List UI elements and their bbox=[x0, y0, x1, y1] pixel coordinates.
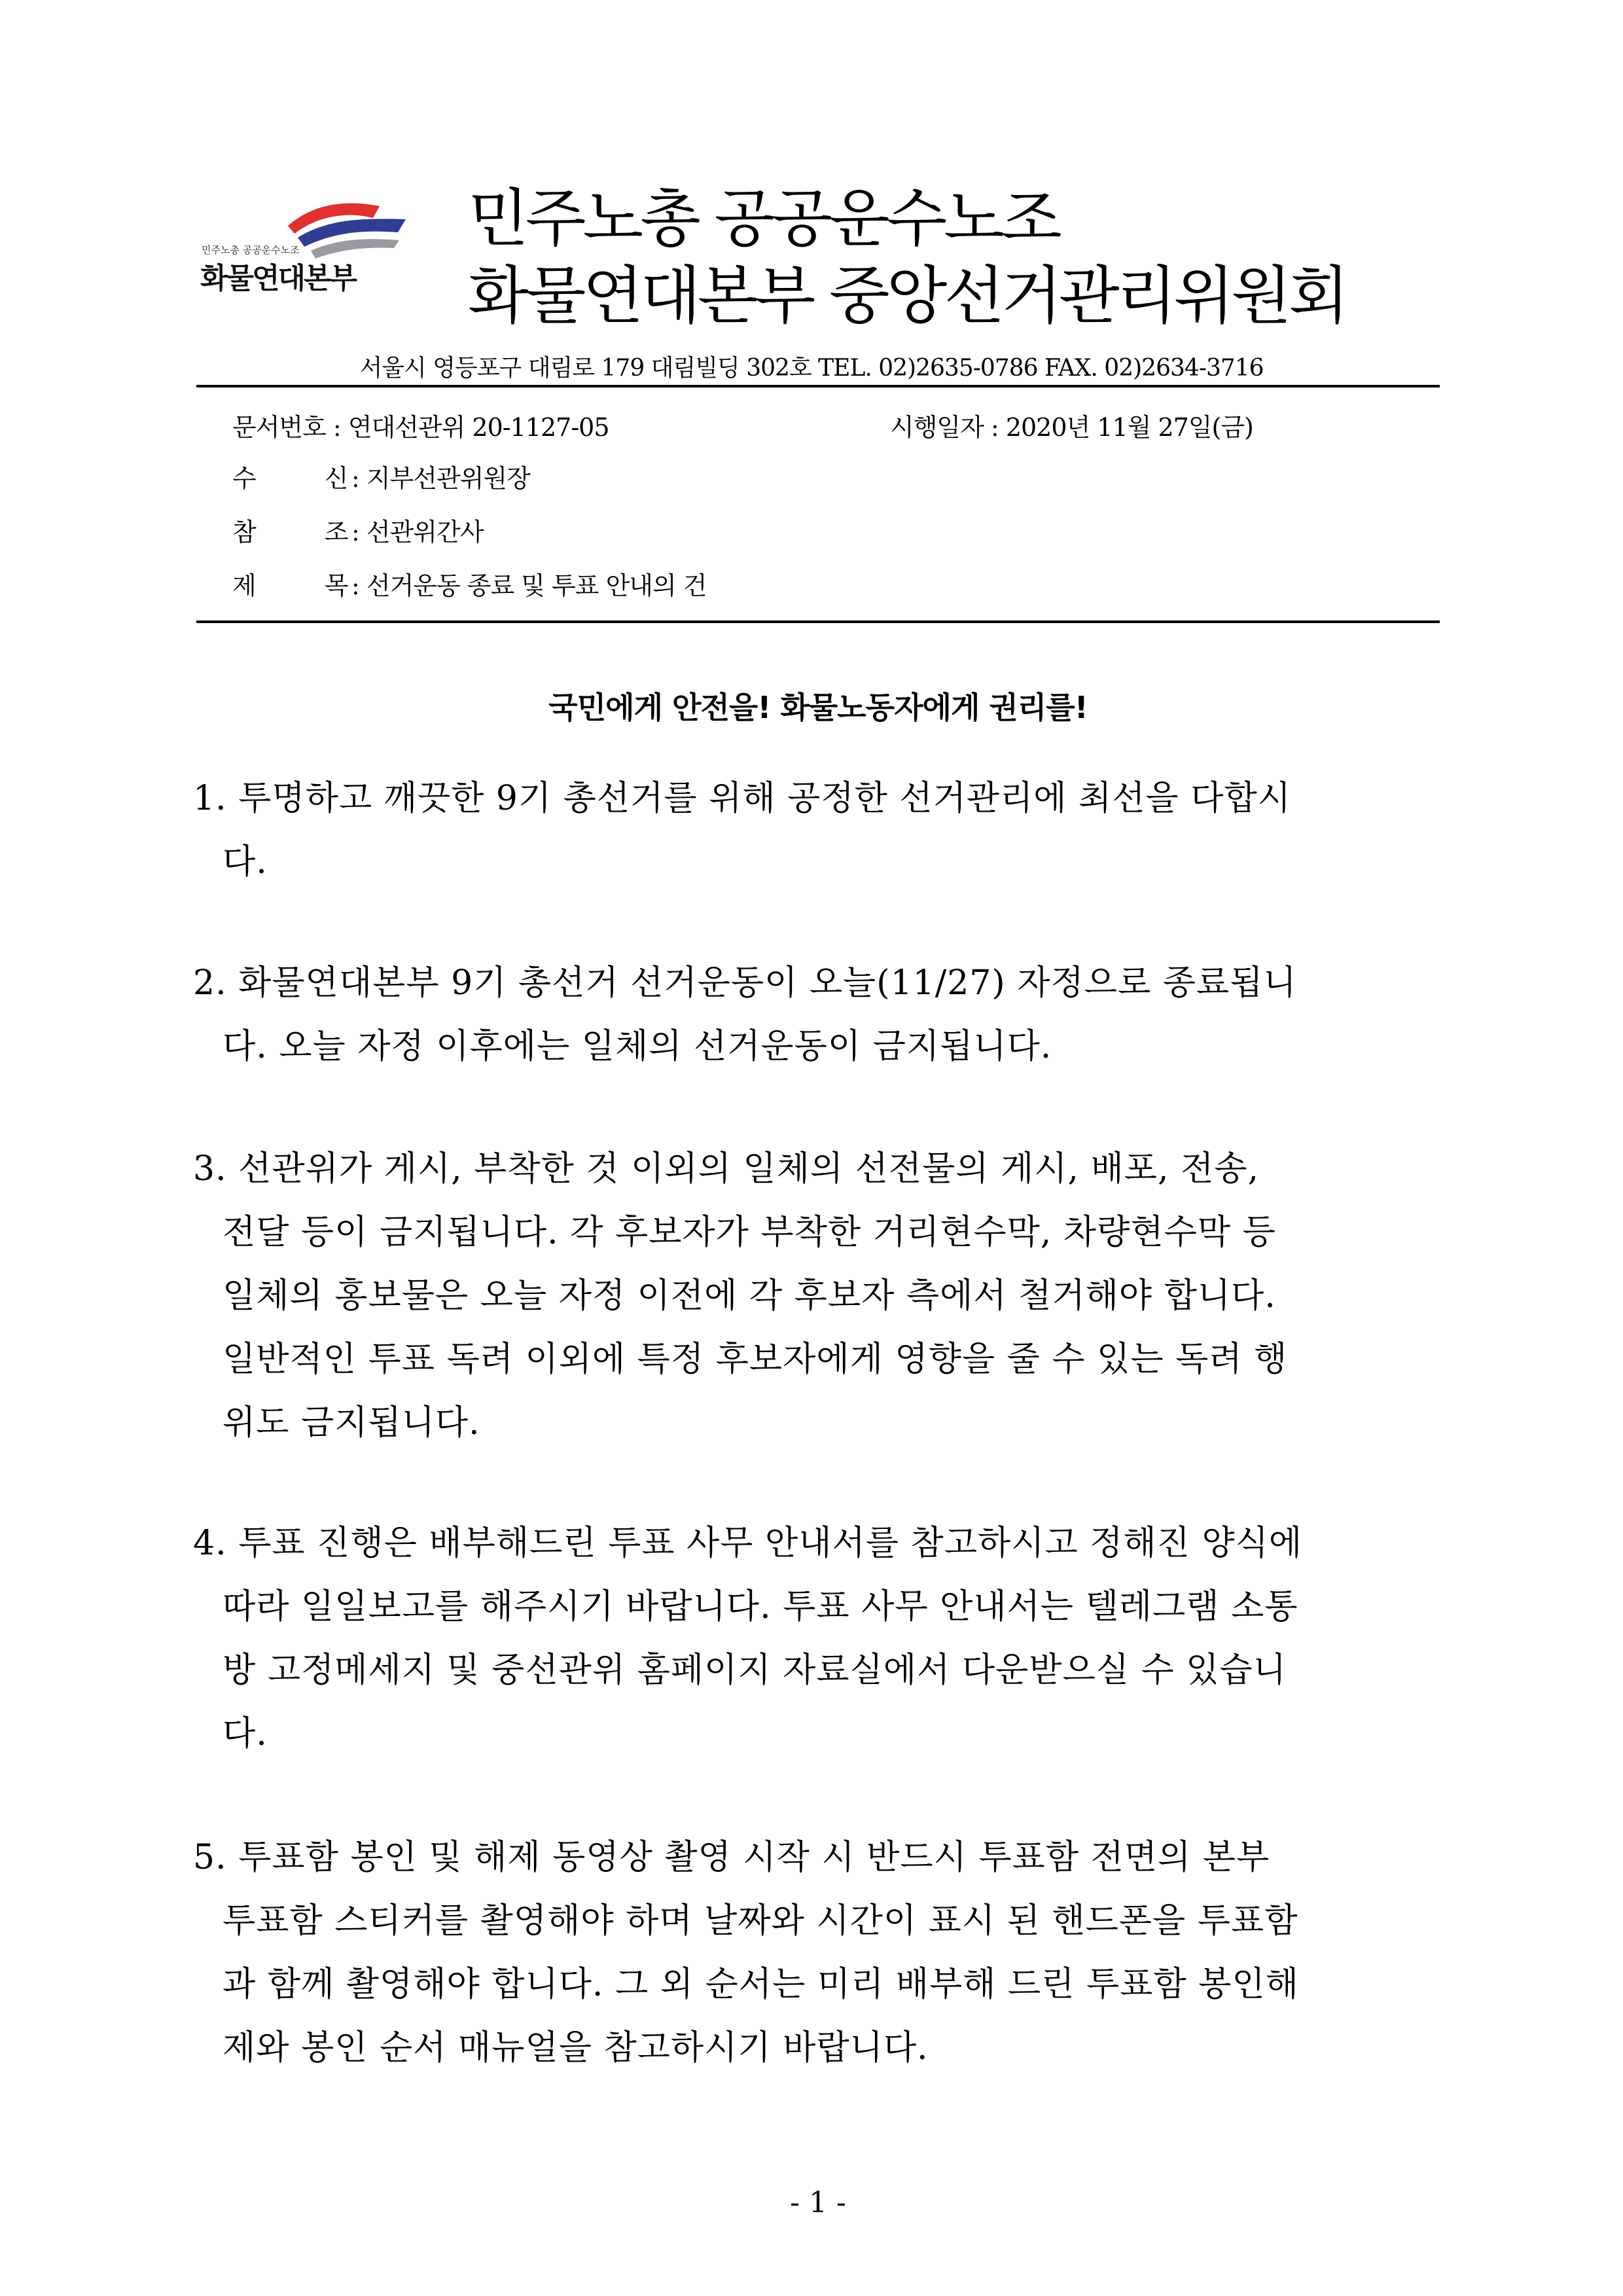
list-item-3-line-5: 위도 금지됩니다. bbox=[223, 1403, 480, 1443]
slogan: 국민에게 안전을! 화물노동자에게 권리를! bbox=[548, 690, 1088, 725]
reference-label: 참 조 bbox=[232, 518, 379, 547]
subject-value: : 선거운동 종료 및 투표 안내의 건 bbox=[351, 571, 707, 600]
list-item-4-line-3: 방 고정메세지 및 중선관위 홈페이지 자료실에서 다운받으실 수 있습니 bbox=[223, 1651, 1287, 1690]
list-item-1-line-1: 1. 투명하고 깨끗한 9기 총선거를 위해 공정한 선거관리에 최선을 다합시 bbox=[193, 779, 1291, 818]
subject-row bbox=[232, 565, 706, 601]
header-divider-top bbox=[196, 385, 1440, 387]
subject-label: 제 목 bbox=[232, 571, 379, 600]
list-item-2-line-1: 2. 화물연대본부 9기 총선거 선거운동이 오늘(11/27) 자정으로 종료됩니 bbox=[193, 963, 1297, 1003]
issue-date-label: 시행일자 : bbox=[890, 413, 999, 442]
list-item-4-line-1: 4. 투표 진행은 배부해드린 투표 사무 안내서를 참고하시고 정해진 양식에 bbox=[193, 1524, 1303, 1563]
organization-title-line1: 민주노총 공공운수노조 bbox=[468, 182, 1059, 255]
list-item-1-line-2: 다. bbox=[223, 842, 268, 882]
list-item-5-line-3: 과 함께 촬영해야 합니다. 그 외 순서는 미리 배부해 드린 투표함 봉인해 bbox=[223, 1965, 1299, 2004]
recipient-row bbox=[232, 458, 530, 494]
list-item-4-line-4: 다. bbox=[223, 1714, 268, 1753]
reference-row bbox=[232, 512, 483, 548]
doc-number-value: 연대선관위 20-1127-05 bbox=[348, 413, 609, 442]
organization-title-line2: 화물연대본부 중앙선거관리위원회 bbox=[468, 259, 1346, 332]
list-item-3 bbox=[193, 1138, 1450, 1455]
doc-number-label: 문서번호 : bbox=[232, 413, 341, 442]
logo-small-text: 민주노총 공공운수노조 bbox=[202, 244, 300, 256]
header-divider-bottom bbox=[196, 620, 1440, 623]
address-line: 서울시 영등포구 대림로 179 대림빌딩 302호 TEL. 02)2635-0786 FAX. 02)2634-3716 bbox=[359, 355, 1264, 382]
issue-date-value: 2020년 11월 27일(금) bbox=[1005, 413, 1253, 442]
doc-number-row bbox=[232, 407, 609, 443]
list-item-4-line-2: 따라 일일보고를 해주시기 바랍니다. 투표 사무 안내서는 텔레그램 소통 bbox=[223, 1587, 1298, 1626]
list-item-3-line-4: 일반적인 투표 독려 이외에 특정 후보자에게 영향을 줄 수 있는 독려 행 bbox=[223, 1340, 1288, 1379]
list-item-2-line-2: 다. 오늘 자정 이후에는 일체의 선거운동이 금지됩니다. bbox=[223, 1027, 1052, 1066]
list-item-4 bbox=[193, 1512, 1450, 1766]
list-item-3-line-3: 일체의 홍보물은 오늘 자정 이전에 각 후보자 측에서 철거해야 합니다. bbox=[223, 1276, 1276, 1316]
recipient-value: : 지부선관위원장 bbox=[351, 464, 530, 493]
list-item-5-line-1: 5. 투표함 봉인 및 해제 동영상 촬영 시작 시 반드시 투표함 전면의 본부 bbox=[193, 1838, 1270, 1877]
recipient-label: 수 신 bbox=[232, 464, 379, 493]
list-item-3-line-1: 3. 선관위가 게시, 부착한 것 이외의 일체의 선전물의 게시, 배포, 전송, bbox=[193, 1149, 1260, 1189]
page-number: - 1 - bbox=[790, 2186, 846, 2219]
list-item-3-line-2: 전달 등이 금지됩니다. 각 후보자가 부착한 거리현수막, 차량현수막 등 bbox=[223, 1213, 1276, 1252]
organization-title bbox=[468, 180, 1346, 334]
list-item-2 bbox=[193, 952, 1450, 1079]
issue-date-row bbox=[890, 407, 1253, 443]
logo-main-text: 화물연대본부 bbox=[200, 262, 356, 295]
union-logo bbox=[196, 200, 412, 295]
list-item-5-line-4: 제와 봉인 순서 매뉴얼을 참고하시기 바랍니다. bbox=[223, 2028, 929, 2068]
list-item-5-line-2: 투표함 스티커를 촬영해야 하며 날짜와 시간이 표시 된 핸드폰을 투표함 bbox=[223, 1901, 1298, 1941]
list-item-5 bbox=[193, 1826, 1450, 2080]
reference-value: : 선관위간사 bbox=[351, 518, 484, 547]
list-item-1 bbox=[193, 767, 1450, 894]
